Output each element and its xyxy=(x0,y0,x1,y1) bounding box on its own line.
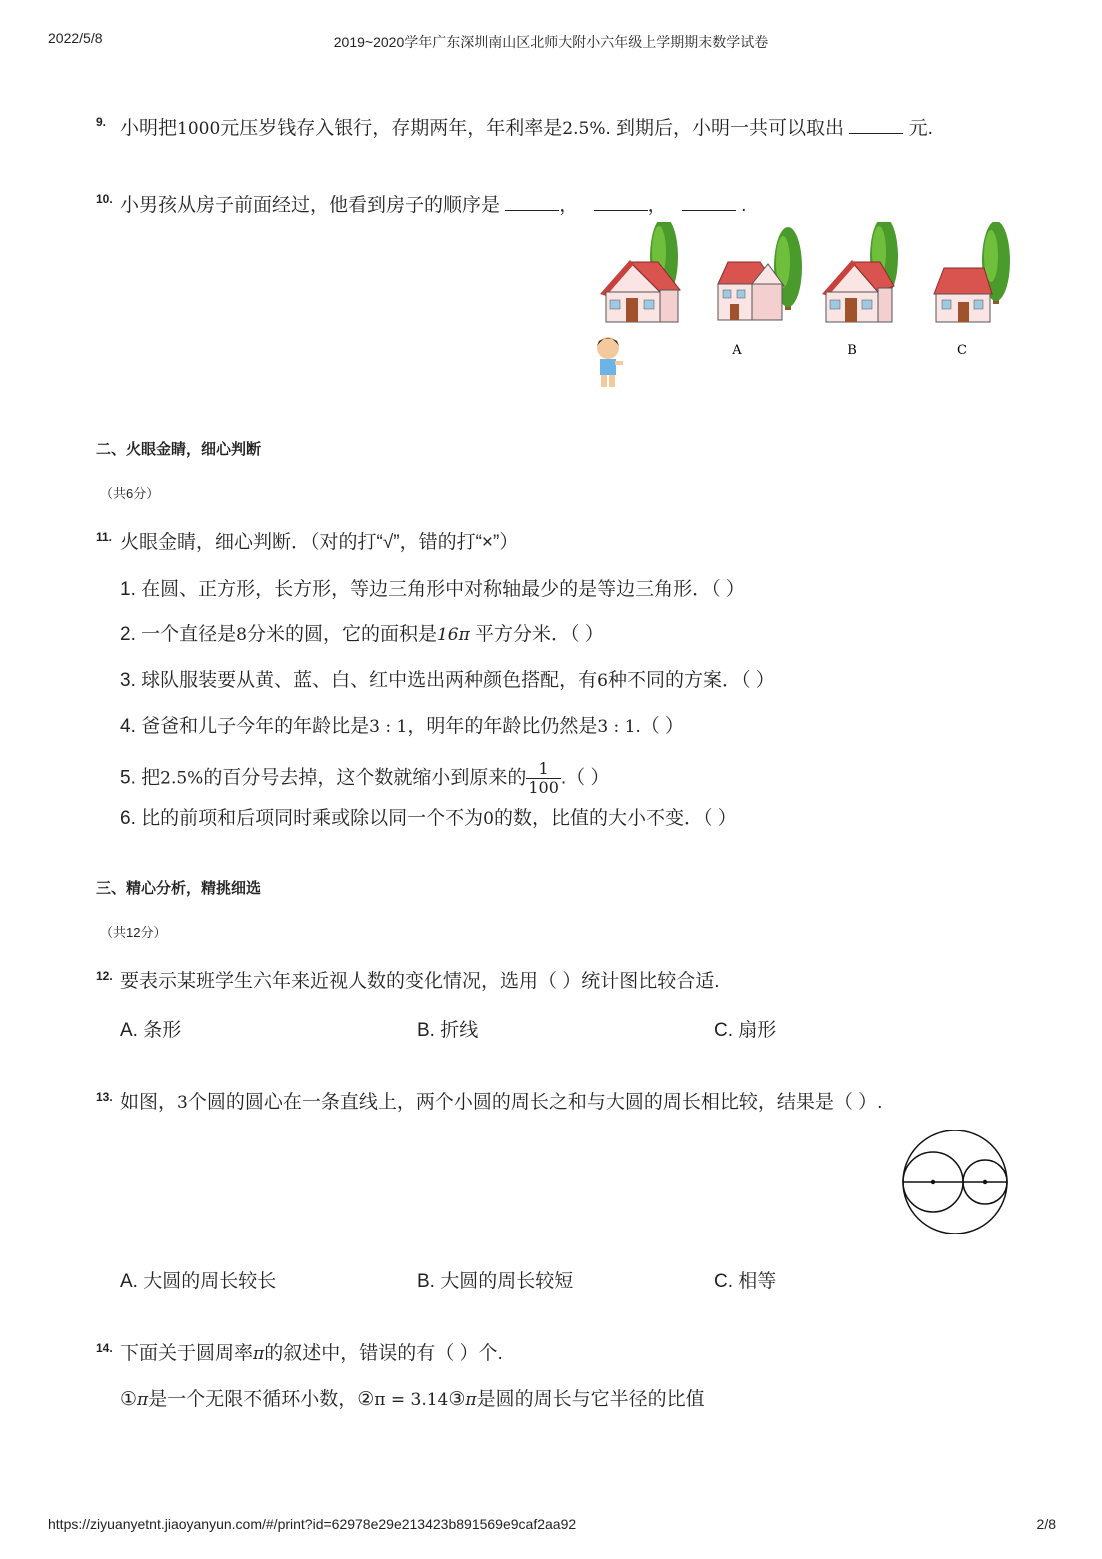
question-number: 14. xyxy=(96,1341,113,1355)
question-number: 9. xyxy=(96,115,107,129)
q9-text: . 到期后，小明一共可以取出 xyxy=(605,118,845,139)
answer-blank[interactable] xyxy=(682,192,736,211)
print-date: 2022/5/8 xyxy=(48,30,103,46)
option-a[interactable]: A. 大圆的周长较长 xyxy=(120,1271,277,1292)
separator: ， xyxy=(559,195,579,216)
question-number: 10. xyxy=(96,192,113,206)
q14-text: 是圆的周长与它半径的比值 xyxy=(476,1389,705,1410)
item-text: 平方分米．（ ） xyxy=(469,624,604,645)
boy-figure xyxy=(597,337,623,387)
math: 0 xyxy=(483,809,494,829)
section-points: （共12分） xyxy=(100,925,167,940)
q9-amount: 1000 xyxy=(177,119,221,139)
house-b xyxy=(822,222,898,322)
q14-text: 是一个无限不循环小数，② xyxy=(148,1389,375,1410)
section-points: （共6分） xyxy=(100,486,160,501)
question-9 xyxy=(120,115,933,142)
item-text: 4. 爸爸和儿子今年的年龄比是 xyxy=(120,716,370,737)
question-number: 11. xyxy=(96,530,113,544)
item-text: 种不同的方案．（ ） xyxy=(607,670,775,691)
house-label-c: C xyxy=(957,343,967,358)
fraction-numerator: 1 xyxy=(526,760,561,779)
math: π xyxy=(137,1390,149,1410)
house-label-b: B xyxy=(847,343,857,358)
houses-illustration xyxy=(590,222,1030,394)
document-title: 2019~2020学年广东深圳南山区北师大附小六年级上学期期末数学试卷 xyxy=(333,34,769,50)
item-text: ，明年的年龄比仍然是 xyxy=(407,716,598,737)
fraction xyxy=(526,760,561,797)
q11-item-4 xyxy=(120,714,684,740)
item-text: .（ ） xyxy=(635,716,685,737)
page-number: 2/8 xyxy=(1036,1516,1056,1532)
q13-text: 如图， xyxy=(120,1092,178,1113)
question-14 xyxy=(120,1341,503,1367)
item-text: 5. 把 xyxy=(120,767,161,789)
q11-item-2 xyxy=(120,622,604,648)
item-text: 分米的圆，它的面积是 xyxy=(246,624,437,645)
option-c[interactable]: C. 相等 xyxy=(714,1271,777,1292)
q11-item-5 xyxy=(120,760,609,797)
answer-blank[interactable] xyxy=(594,192,648,211)
q11-intro: 火眼金睛，细心判断．（对的打“√”，错的打“×”） xyxy=(120,532,519,553)
item-text: 的百分号去掉，这个数就缩小到原来的 xyxy=(203,767,527,789)
math: π xyxy=(253,1344,265,1364)
item-text: 6. 比的前项和后项同时乘或除以同一个不为 xyxy=(120,808,484,829)
question-13 xyxy=(120,1090,882,1116)
q11-item-1 xyxy=(120,577,745,603)
math: π xyxy=(465,1390,477,1410)
house-front xyxy=(600,222,680,322)
house-label-a: A xyxy=(732,343,742,358)
section-title: 二、火眼金睛，细心判断 xyxy=(96,441,262,458)
q9-text: 元. xyxy=(908,118,933,139)
q9-text: 小明把 xyxy=(120,118,178,139)
option-b[interactable]: B. 折线 xyxy=(417,1020,479,1041)
q10-end: . xyxy=(741,195,747,216)
question-number: 12. xyxy=(96,969,113,983)
q9-rate: 2.5% xyxy=(562,119,606,139)
question-10 xyxy=(120,192,746,219)
q14-text: ③ xyxy=(448,1389,466,1410)
math: π = 3.14 xyxy=(374,1390,449,1410)
q14-text: ① xyxy=(120,1389,138,1410)
item-text: 的数，比值的大小不变．（ ） xyxy=(493,808,737,829)
math: 3 : 1 xyxy=(597,717,636,737)
circles-figure xyxy=(898,1130,1012,1234)
math: 16π xyxy=(436,625,470,645)
q10-text: 小男孩从房子前面经过，他看到房子的顺序是 xyxy=(120,195,501,216)
item-text: .（ ） xyxy=(560,767,610,789)
house-c xyxy=(934,222,1010,322)
math: 2.5% xyxy=(160,768,204,789)
item-text: 2. 一个直径是 xyxy=(120,624,237,645)
option-c[interactable]: C. 扇形 xyxy=(714,1020,777,1041)
page-url: https://ziyuanyetnt.jiaoyanyun.com/#/print?id=62978e29e213423b891569e9caf2aa92 xyxy=(48,1516,577,1532)
q11-item-6 xyxy=(120,806,737,832)
question-number: 13. xyxy=(96,1090,113,1104)
item-text: 3. 球队服装要从黄、蓝、白、红中选出两种颜色搭配，有 xyxy=(120,670,598,691)
math: 6 xyxy=(597,671,608,691)
math: 3 xyxy=(177,1093,188,1113)
house-a xyxy=(718,227,802,320)
item-text: 1. 在圆、正方形，长方形，等边三角形中对称轴最少的是等边三角形．（ ） xyxy=(120,579,745,600)
q14-statements xyxy=(120,1387,705,1413)
answer-blank[interactable] xyxy=(505,192,559,211)
question-12: 要表示某班学生六年来近视人数的变化情况，选用（ ）统计图比较合适. xyxy=(120,971,720,992)
q14-text: 的叙述中，错误的有（ ）个. xyxy=(264,1343,503,1364)
q14-text: 下面关于圆周率 xyxy=(120,1343,254,1364)
q9-text: 元压岁钱存入银行，存期两年，年利率是 xyxy=(220,118,563,139)
math: 8 xyxy=(236,625,247,645)
q13-text: 个圆的圆心在一条直线上，两个小圆的周长之和与大圆的周长相比较，结果是（ ）. xyxy=(187,1092,883,1113)
answer-blank[interactable] xyxy=(849,115,903,134)
fraction-denominator: 100 xyxy=(528,778,559,797)
section-title: 三、精心分析，精挑细选 xyxy=(96,880,262,897)
option-a[interactable]: A. 条形 xyxy=(120,1020,182,1041)
option-b[interactable]: B. 大圆的周长较短 xyxy=(417,1271,574,1292)
math: 3 : 1 xyxy=(369,717,408,737)
separator: ， xyxy=(647,195,667,216)
q11-item-3 xyxy=(120,668,775,694)
